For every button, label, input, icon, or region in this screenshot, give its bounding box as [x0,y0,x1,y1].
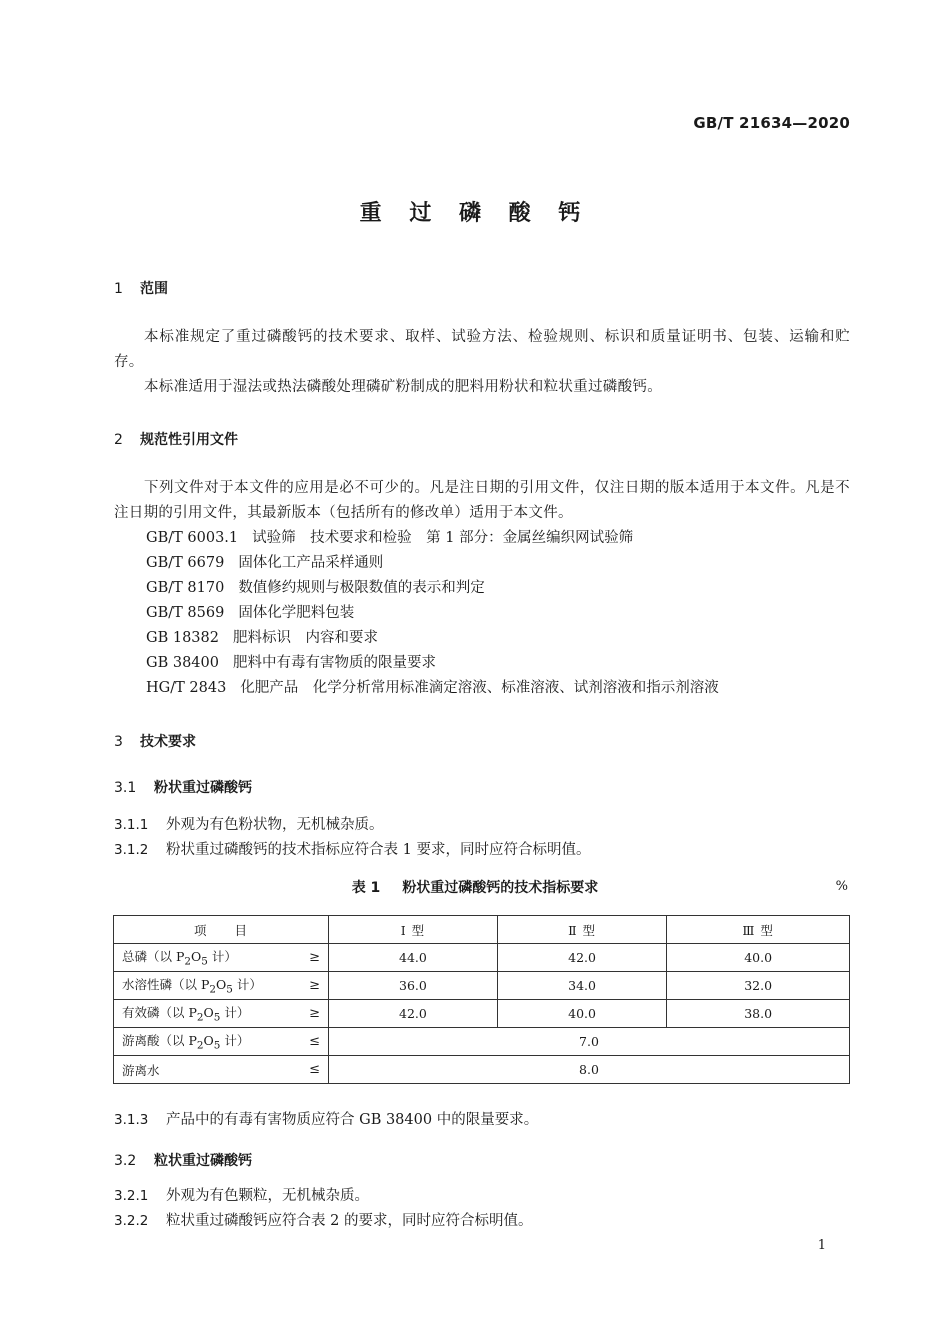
reference-code: HG/T 2843 [146,680,227,696]
table-row [114,1028,850,1056]
subscript: 5 [226,983,233,996]
clause-text: 粒状重过磷酸钙应符合表 2 的要求，同时应符合标明值。 [166,1213,533,1229]
value-cell-merged: 8.0 [329,1056,850,1084]
value-cell: 40.0 [667,944,850,972]
clause-3-1-3 [114,1108,538,1133]
subsection-number: 3.1 [114,780,137,796]
table-unit: % [835,879,848,894]
reference-code: GB/T 8569 [146,605,225,621]
subsection-number: 3.2 [114,1153,137,1169]
reference-title: 数值修约规则与极限数值的表示和判定 [238,580,485,596]
value-cell: 32.0 [667,972,850,1000]
item-cell [114,944,329,972]
reference-title: 固体化学肥料包装 [238,605,355,621]
clause-number: 3.1.1 [114,817,149,833]
value-cell-merged: 7.0 [329,1028,850,1056]
item-label: 计） [207,949,237,965]
table-row [114,972,850,1000]
comparator: ≤ [309,1062,320,1077]
clause-number: 3.2.2 [114,1213,149,1229]
reference-item [146,626,378,651]
reference-title: 固体化工产品采样通则 [238,555,384,571]
clause-text: 外观为有色粉状物，无机械杂质。 [166,817,384,833]
subscript: 2 [196,1011,204,1024]
clause-3-2-2 [114,1209,532,1234]
clause-number: 3.1.2 [114,842,149,858]
section-title: 范围 [140,281,168,297]
clause-3-2-1 [114,1184,369,1209]
section-number: 1 [114,281,123,297]
document-title: 重 过 磷 酸 钙 [359,201,591,226]
clause-3-1-2 [114,838,590,863]
reference-item [146,601,354,626]
references-intro: 下列文件对于本文件的应用是必不可少的。凡是注日期的引用文件，仅注日期的版本适用于本文件。凡是不注日期的引用文件，其最新版本（包括所有的修改单）适用于本文件。 [114,480,850,521]
item-label: 游离水 [122,1062,160,1078]
section-title: 技术要求 [140,734,196,750]
item-label: 计） [232,977,262,993]
clause-number: 3.1.3 [114,1112,149,1128]
standard-code: GB/T 21634—2020 [693,114,850,132]
value-cell: 42.0 [329,1000,498,1028]
item-label: O [191,949,202,965]
reference-item [146,551,383,576]
reference-title: 化肥产品 化学分析常用标准滴定溶液、标准溶液、试剂溶液和指示剂溶液 [240,680,719,696]
item-cell [114,1028,329,1056]
subscript: 5 [201,955,208,968]
header-cell: Ⅲ 型 [667,916,850,944]
item-cell [114,972,329,1000]
clause-text: 外观为有色颗粒，无机械杂质。 [166,1188,369,1204]
item-cell [114,1000,329,1028]
item-label: 游离酸（以 P [122,1033,197,1049]
reference-code: GB 38400 [146,655,219,671]
comparator: ≤ [309,1034,320,1049]
section-2-heading [114,429,238,449]
page-number: 1 [817,1238,826,1253]
item-label: O [203,1005,214,1021]
subscript: 2 [196,1039,204,1052]
clause-text: 产品中的有毒有害物质应符合 GB 38400 中的限量要求。 [166,1112,539,1128]
subscript: 2 [184,955,192,968]
reference-code: GB/T 6003.1 [146,530,239,546]
clause-3-1-1 [114,813,384,838]
reference-code: GB 18382 [146,630,219,646]
clause-text: 粉状重过磷酸钙的技术指标应符合表 1 要求，同时应符合标明值。 [166,842,591,858]
table-header-row [114,916,850,944]
section-number: 2 [114,432,123,448]
header-cell: 项 目 [114,916,329,944]
comparator: ≥ [309,978,320,993]
table-row [114,1056,850,1084]
item-label: O [216,977,227,993]
reference-code: GB/T 8170 [146,580,225,596]
header-cell: Ⅱ 型 [497,916,666,944]
table-row [114,944,850,972]
reference-item [146,576,485,601]
comparator: ≥ [309,1006,320,1021]
value-cell: 42.0 [497,944,666,972]
header-cell: Ⅰ 型 [329,916,498,944]
value-cell: 36.0 [329,972,498,1000]
value-cell: 44.0 [329,944,498,972]
subsection-3-2-heading [114,1150,252,1170]
subscript: 5 [213,1011,221,1024]
reference-code: GB/T 6679 [146,555,225,571]
subsection-title: 粉状重过磷酸钙 [154,780,252,796]
comparator: ≥ [309,950,320,965]
reference-title: 肥料标识 内容和要求 [232,630,378,646]
table-caption-text: 粉状重过磷酸钙的技术指标要求 [402,880,599,896]
scope-paragraph-2: 本标准适用于湿法或热法磷酸处理磷矿粉制成的肥料用粉状和粒状重过磷酸钙。 [144,379,662,395]
subsection-title: 粒状重过磷酸钙 [154,1153,252,1169]
reference-item [146,676,719,701]
item-label: 计） [220,1005,250,1021]
item-label: 有效磷（以 P [122,1005,197,1021]
table-1-caption [0,877,950,897]
reference-title: 肥料中有毒有害物质的限量要求 [232,655,436,671]
subscript: 2 [209,983,217,996]
scope-paragraph-1: 本标准规定了重过磷酸钙的技术要求、取样、试验方法、检验规则、标识和质量证明书、包装、运输和贮存。 [114,329,850,370]
table-label: 表 1 [351,880,381,896]
item-cell [114,1056,329,1084]
table-row [114,1000,850,1028]
subsection-3-1-heading [114,777,252,797]
value-cell: 34.0 [497,972,666,1000]
value-cell: 38.0 [667,1000,850,1028]
item-label: 计） [220,1033,250,1049]
spec-table [113,915,850,1084]
subscript: 5 [213,1039,221,1052]
item-label: 总磷（以 P [122,949,185,965]
reference-title: 试验筛 技术要求和检验 第 1 部分：金属丝编织网试验筛 [252,530,634,546]
section-title: 规范性引用文件 [140,432,238,448]
section-3-heading [114,731,196,751]
clause-number: 3.2.1 [114,1188,149,1204]
reference-item [146,651,436,676]
section-1-heading [114,278,168,298]
value-cell: 40.0 [497,1000,666,1028]
item-label: 水溶性磷（以 P [122,977,210,993]
item-label: O [203,1033,214,1049]
section-number: 3 [114,734,123,750]
reference-item [146,526,633,551]
